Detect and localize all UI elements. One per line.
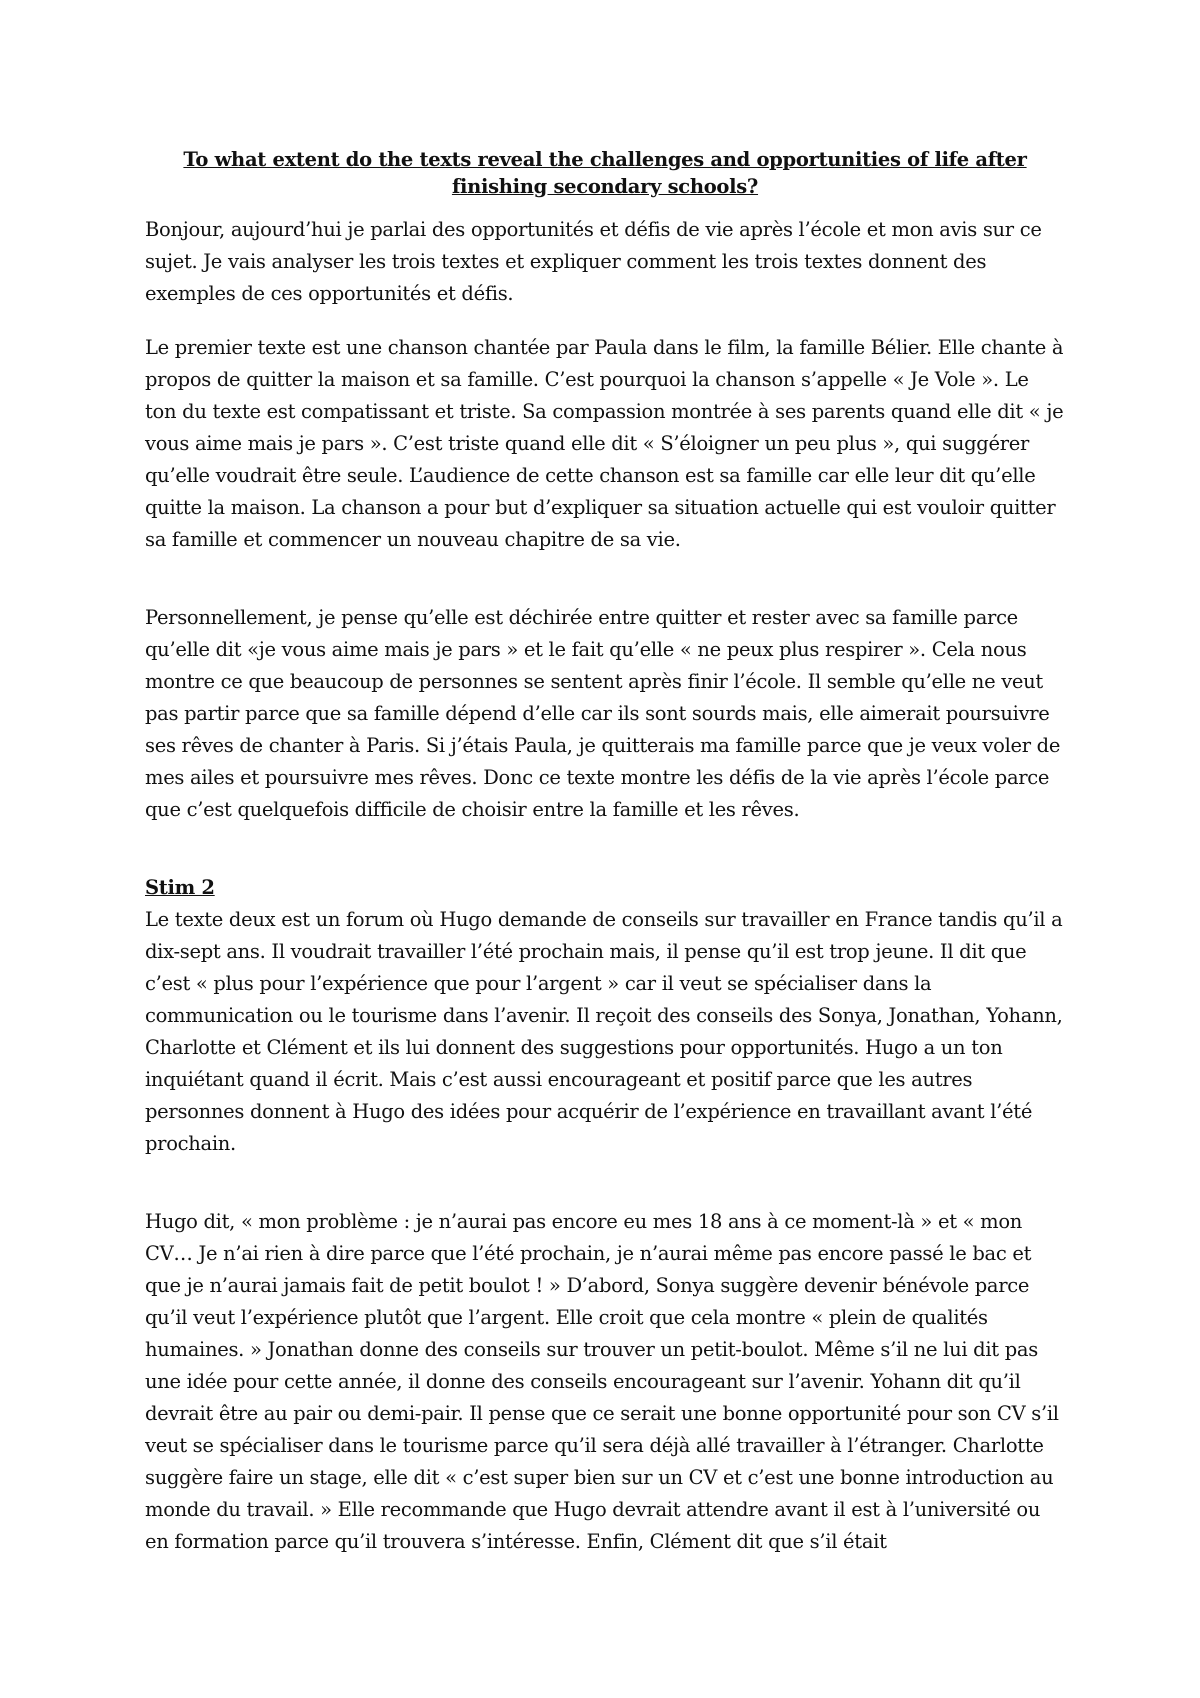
paragraph-text-two-analysis: Le texte deux est un forum où Hugo demande de conseils sur travailler en France tandis qu’il a dix-sept ans. Il voudrait travailler l’été prochain mais, il pense qu’il est trop jeune. Il dit que c’est « plus pour l’expérience que pour l’argent » car il veut se spécialiser dans la communication ou le tourisme dans l’avenir. Il reçoit des conseils des Sonya, Jonathan, Yohann, Charlotte et Clément et ils lui donnent des suggestions pour opportunités. Hugo a un ton inquiétant quand il écrit. Mais c’est aussi encourageant et positif parce que les autres personnes donnent à Hugo des idées pour acquérir de l’expérience en travaillant avant l’été prochain. [145, 908, 1063, 1155]
document-title: To what extent do the texts reveal the challenges and opportunities of life after finishing secondary schools? [183, 148, 1027, 198]
section-heading-stim-2: Stim 2 [145, 876, 215, 899]
paragraph-intro: Bonjour, aujourd’hui je parlai des opportunités et défis de vie après l’école et mon avis sur ce sujet. Je vais analyser les trois textes et expliquer comment les trois textes donnent des exemples de ces opportunités et défis. [145, 218, 1042, 305]
paragraph-personal-opinion: Personnellement, je pense qu’elle est déchirée entre quitter et rester avec sa famille parce qu’elle dit «je vous aime mais je pars » et le fait qu’elle « ne peux plus respirer ». Cela nous montre ce que beaucoup de personnes se sentent après finir l’école. Il semble qu’elle ne veut pas partir parce que sa famille dépend d’elle car ils sont sourds mais, elle aimerait poursuivre ses rêves de chanter à Paris. Si j’étais Paula, je quitterais ma famille parce que je veux voler de mes ailes et poursuivre mes rêves. Donc ce texte montre les défis de la vie après l’école parce que c’est quelquefois difficile de choisir entre la famille et les rêves. [145, 606, 1061, 821]
paragraph-text-one-analysis: Le premier texte est une chanson chantée par Paula dans le film, la famille Bélier. Elle chante à propos de quitter la maison et sa famille. C’est pourquoi la chanson s’appelle « Je Vole ». Le ton du texte est compatissant et triste. Sa compassion montrée à ses parents quand elle dit « je vous aime mais je pars ». C’est triste quand elle dit « S’éloigner un peu plus », qui suggérer qu’elle voudrait être seule. L’audience de cette chanson est sa famille car elle leur dit qu’elle quitte la maison. La chanson a pour but d’expliquer sa situation actuelle qui est vouloir quitter sa famille et commencer un nouveau chapitre de sa vie. [145, 336, 1064, 551]
document-page [145, 146, 1065, 1580]
paragraph-hugo-advice: Hugo dit, « mon problème : je n’aurai pas encore eu mes 18 ans à ce moment-là » et « mon CV… Je n’ai rien à dire parce que l’été prochain, je n’aurai même pas encore passé le bac et que je n’aurai jamais fait de petit boulot ! » D’abord, Sonya suggère devenir bénévole parce qu’il veut l’expérience plutôt que l’argent. Elle croit que cela montre « plein de qualités humaines. » Jonathan donne des conseils sur trouver un petit-boulot. Même s’il ne lui dit pas une idée pour cette année, il donne des conseils encourageant sur l’avenir. Yohann dit qu’il devrait être au pair ou demi-pair. Il pense que ce serait une bonne opportunité pour son CV s’il veut se spécialiser dans le tourisme parce qu’il sera déjà allé travailler à l’étranger. Charlotte suggère faire un stage, elle dit « c’est super bien sur un CV et c’est une bonne introduction au monde du travail. » Elle recommande que Hugo devrait attendre avant il est à l’université ou en formation parce qu’il trouvera s’intéresse. Enfin, Clément dit que s’il était [145, 1210, 1059, 1553]
